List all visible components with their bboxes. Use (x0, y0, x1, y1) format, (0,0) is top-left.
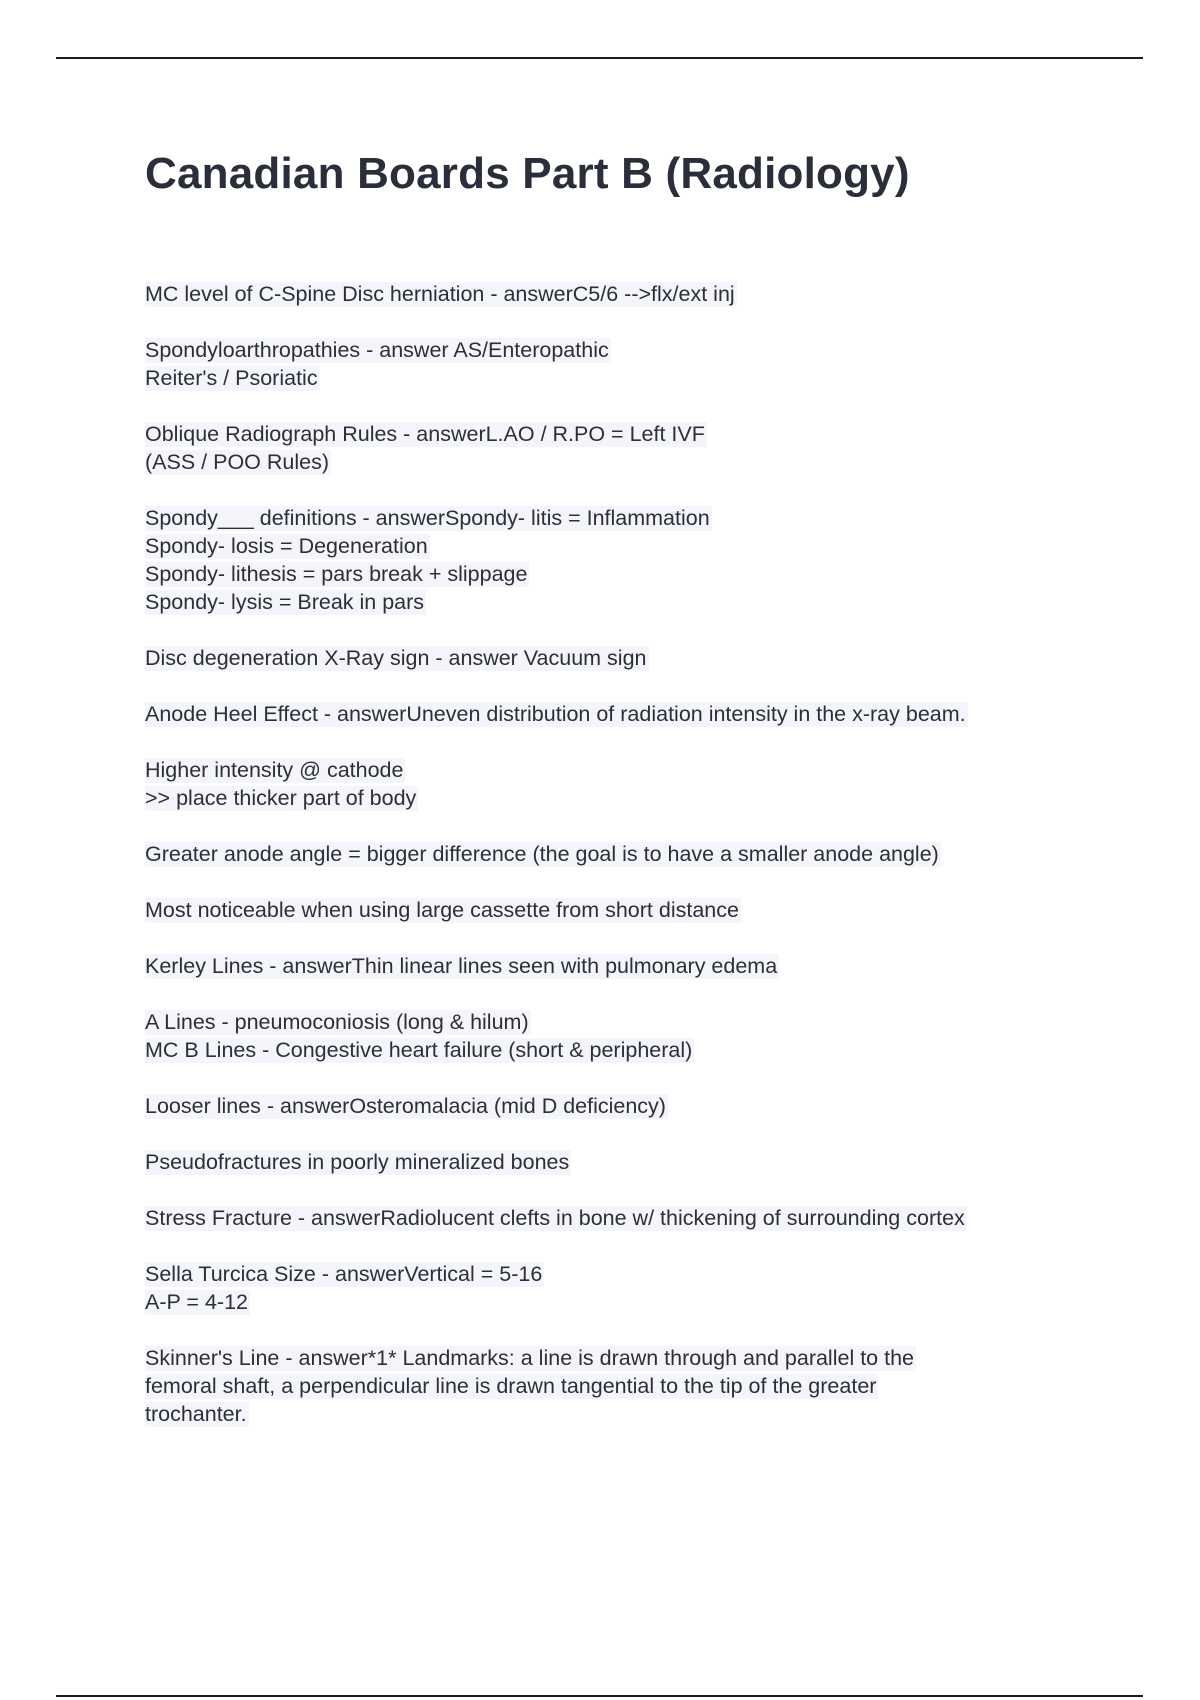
entry-line-text: Higher intensity @ cathode (145, 758, 404, 782)
entry-line-text: Anode Heel Effect - answerUneven distribution of radiation intensity in the x-ray beam. (145, 702, 966, 726)
flashcard-entry (145, 840, 1085, 868)
entry-line (145, 1288, 1085, 1316)
flashcard-entry (145, 896, 1085, 924)
entry-line (145, 1036, 1085, 1064)
entry-line (145, 364, 1085, 392)
entry-line-text: femoral shaft, a perpendicular line is drawn tangential to the tip of the greater (145, 1374, 877, 1398)
flashcard-entry (145, 1344, 1085, 1428)
entry-line (145, 532, 1085, 560)
flashcard-entry (145, 756, 1085, 812)
entry-line (145, 280, 1085, 308)
top-rule (56, 57, 1143, 59)
entry-line (145, 1148, 1085, 1176)
entry-line (145, 560, 1085, 588)
entry-line-text: Reiter's / Psoriatic (145, 366, 318, 390)
entry-line (145, 420, 1085, 448)
flashcard-entry (145, 1092, 1085, 1120)
entry-line-text: Skinner's Line - answer*1* Landmarks: a line is drawn through and parallel to the (145, 1346, 914, 1370)
entry-line-text: Spondy- lithesis = pars break + slippage (145, 562, 528, 586)
entry-line-text: (ASS / POO Rules) (145, 450, 329, 474)
entry-line-text: Disc degeneration X-Ray sign - answer Vacuum sign (145, 646, 647, 670)
entry-line-text: Most noticeable when using large cassette from short distance (145, 898, 739, 922)
entry-line-text: Spondy- losis = Degeneration (145, 534, 428, 558)
entry-line-text: Spondyloarthropathies - answer AS/Enteropathic (145, 338, 609, 362)
entry-line-text: MC level of C-Spine Disc herniation - answerC5/6 -->flx/ext inj (145, 282, 735, 306)
entry-line (145, 336, 1085, 364)
entry-line (145, 588, 1085, 616)
entry-line-text: A-P = 4-12 (145, 1290, 248, 1314)
entry-line (145, 644, 1085, 672)
flashcard-entry (145, 700, 1085, 728)
entry-line-text: Looser lines - answerOsteromalacia (mid D deficiency) (145, 1094, 666, 1118)
entry-line (145, 896, 1085, 924)
entry-line (145, 1372, 1085, 1400)
entry-line-text: trochanter. (145, 1402, 247, 1426)
entry-line-text: Spondy- lysis = Break in pars (145, 590, 425, 614)
entry-line (145, 1400, 1085, 1428)
entry-line (145, 504, 1085, 532)
entry-line-text: Sella Turcica Size - answerVertical = 5-16 (145, 1262, 543, 1286)
entry-line (145, 1008, 1085, 1036)
flashcard-entry (145, 1148, 1085, 1176)
flashcard-entry (145, 1260, 1085, 1316)
entries-list (145, 280, 1085, 1428)
entry-line (145, 784, 1085, 812)
entry-line-text: Kerley Lines - answerThin linear lines seen with pulmonary edema (145, 954, 778, 978)
entry-line (145, 840, 1085, 868)
flashcard-entry (145, 1008, 1085, 1064)
flashcard-entry (145, 420, 1085, 476)
document-page (145, 140, 1085, 1456)
entry-line-text: A Lines - pneumoconiosis (long & hilum) (145, 1010, 529, 1034)
entry-line-text: Pseudofractures in poorly mineralized bones (145, 1150, 570, 1174)
entry-line (145, 448, 1085, 476)
entry-line-text: MC B Lines - Congestive heart failure (short & peripheral) (145, 1038, 693, 1062)
flashcard-entry (145, 1204, 1085, 1232)
flashcard-entry (145, 952, 1085, 980)
entry-line-text: Oblique Radiograph Rules - answerL.AO / R.PO = Left IVF (145, 422, 705, 446)
document-title: Canadian Boards Part B (Radiology) (145, 149, 910, 198)
entry-line (145, 1204, 1085, 1232)
entry-line-text: Stress Fracture - answerRadiolucent clefts in bone w/ thickening of surrounding cortex (145, 1206, 965, 1230)
flashcard-entry (145, 504, 1085, 616)
entry-line (145, 952, 1085, 980)
entry-line (145, 1092, 1085, 1120)
flashcard-entry (145, 644, 1085, 672)
entry-line-text: >> place thicker part of body (145, 786, 417, 810)
entry-line (145, 1344, 1085, 1372)
flashcard-entry (145, 280, 1085, 308)
flashcard-entry (145, 336, 1085, 392)
entry-line (145, 700, 1085, 728)
bottom-rule (56, 1695, 1143, 1697)
entry-line (145, 756, 1085, 784)
entry-line (145, 1260, 1085, 1288)
entry-line-text: Greater anode angle = bigger difference (the goal is to have a smaller anode angle) (145, 842, 939, 866)
entry-line-text: Spondy___ definitions - answerSpondy- litis = Inflammation (145, 506, 710, 530)
